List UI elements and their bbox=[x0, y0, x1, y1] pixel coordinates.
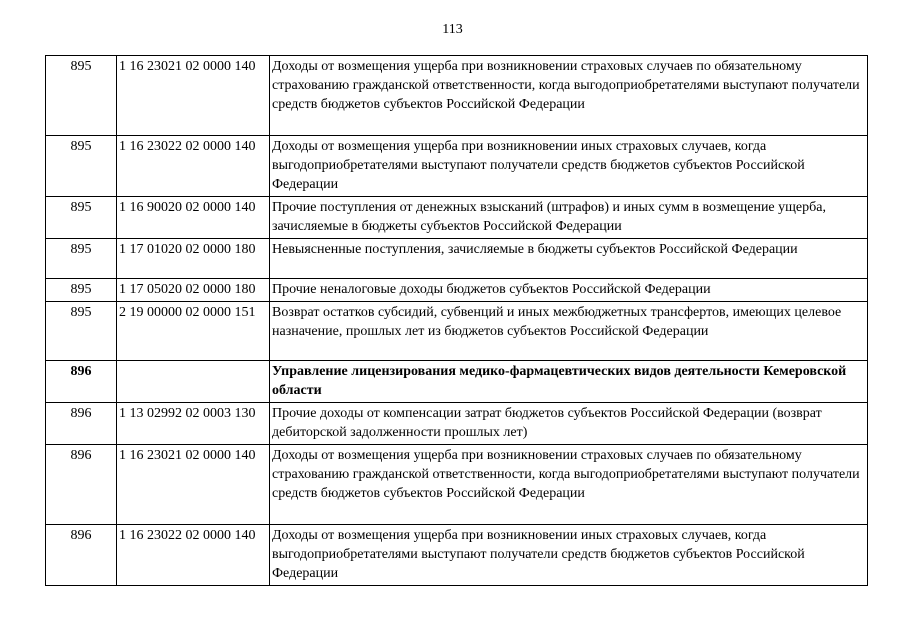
table-row bbox=[46, 239, 868, 279]
table-row bbox=[46, 302, 868, 361]
revenue-name-cell: Невыясненные поступления, зачисляемые в бюджеты субъектов Российской Федерации bbox=[270, 239, 868, 279]
budget-code-cell: 1 13 02992 02 0003 130 bbox=[117, 403, 270, 445]
table-row bbox=[46, 279, 868, 302]
admin-code-cell: 895 bbox=[46, 136, 117, 197]
admin-code-cell: 896 bbox=[46, 403, 117, 445]
budget-code-cell: 1 17 01020 02 0000 180 bbox=[117, 239, 270, 279]
table-row bbox=[46, 136, 868, 197]
revenue-name-cell: Доходы от возмещения ущерба при возникновении иных страховых случаев, когда выгодоприобретателями выступают получатели средств бюджетов субъектов Российской Федерации bbox=[270, 525, 868, 586]
budget-code-cell bbox=[117, 361, 270, 403]
revenue-codes-table bbox=[45, 55, 868, 586]
page-number: 113 bbox=[442, 22, 463, 37]
revenue-name-cell: Прочие поступления от денежных взысканий (штрафов) и иных сумм в возмещение ущерба, зачисляемые в бюджеты субъектов Российской Федерации bbox=[270, 197, 868, 239]
budget-code-cell: 1 16 23022 02 0000 140 bbox=[117, 136, 270, 197]
admin-code-cell: 895 bbox=[46, 197, 117, 239]
revenue-name-cell: Доходы от возмещения ущерба при возникновении страховых случаев по обязательному страхованию гражданской ответственности, когда выгодоприобретателями выступают получатели средств бюджетов субъектов Российской Федерации bbox=[270, 56, 868, 136]
table-row bbox=[46, 525, 868, 586]
admin-code-cell: 895 bbox=[46, 56, 117, 136]
budget-code-cell: 1 17 05020 02 0000 180 bbox=[117, 279, 270, 302]
budget-code-cell: 1 16 23022 02 0000 140 bbox=[117, 525, 270, 586]
table-row bbox=[46, 56, 868, 136]
admin-code-cell: 896 bbox=[46, 445, 117, 525]
budget-code-cell: 1 16 23021 02 0000 140 bbox=[117, 445, 270, 525]
revenue-name-cell: Возврат остатков субсидий, субвенций и иных межбюджетных трансфертов, имеющих целевое назначение, прошлых лет из бюджетов субъектов Российской Федерации bbox=[270, 302, 868, 361]
revenue-name-cell: Прочие неналоговые доходы бюджетов субъектов Российской Федерации bbox=[270, 279, 868, 302]
revenue-name-cell: Прочие доходы от компенсации затрат бюджетов субъектов Российской Федерации (возврат дебиторской задолженности прошлых лет) bbox=[270, 403, 868, 445]
admin-code-cell: 895 bbox=[46, 279, 117, 302]
section-header-row bbox=[46, 361, 868, 403]
revenue-name-cell: Доходы от возмещения ущерба при возникновении страховых случаев по обязательному страхованию гражданской ответственности, когда выгодоприобретателями выступают получатели средств бюджетов субъектов Российской Федерации bbox=[270, 445, 868, 525]
table-row bbox=[46, 445, 868, 525]
admin-code-cell: 895 bbox=[46, 302, 117, 361]
budget-code-cell: 1 16 90020 02 0000 140 bbox=[117, 197, 270, 239]
admin-code-cell: 896 bbox=[46, 525, 117, 586]
revenue-name-cell: Доходы от возмещения ущерба при возникновении иных страховых случаев, когда выгодоприобретателями выступают получатели средств бюджетов субъектов Российской Федерации bbox=[270, 136, 868, 197]
table-row bbox=[46, 197, 868, 239]
budget-code-cell: 2 19 00000 02 0000 151 bbox=[117, 302, 270, 361]
budget-code-cell: 1 16 23021 02 0000 140 bbox=[117, 56, 270, 136]
section-title-cell: Управление лицензирования медико-фармацевтических видов деятельности Кемеровской области bbox=[270, 361, 868, 403]
admin-code-cell: 895 bbox=[46, 239, 117, 279]
table-row bbox=[46, 403, 868, 445]
admin-code-cell: 896 bbox=[46, 361, 117, 403]
